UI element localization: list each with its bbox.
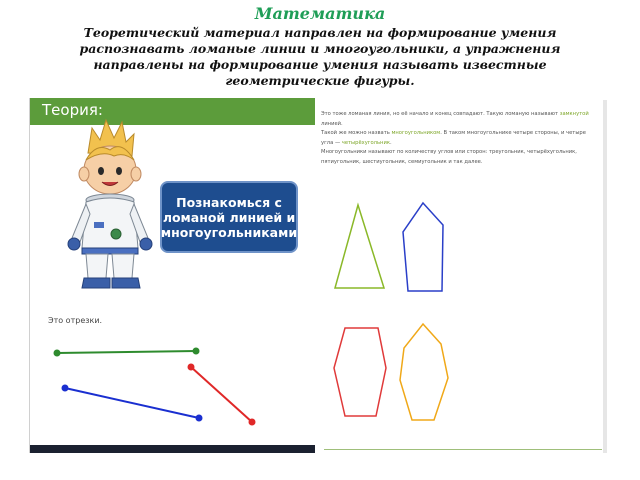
- segments-illustration: [30, 98, 315, 453]
- pentagon-shape: [403, 203, 443, 291]
- page-title: Математика: [254, 4, 386, 23]
- slide-baseline: [324, 449, 602, 450]
- green-segment: [54, 348, 200, 357]
- paragraph-polygon-names: Многоугольники называют по количеству углов или сторон: треугольник, четырёхугольник, пятиугольник, шестиугольник, семиугольник и так далее.: [321, 149, 577, 165]
- theory-slide: [29, 98, 315, 453]
- polygons-illustration: [316, 100, 607, 453]
- triangle-shape: [335, 205, 384, 288]
- taskbar-strip: [30, 445, 315, 453]
- blue-segment: [62, 385, 203, 422]
- polygons-slide: [316, 100, 607, 453]
- paragraph-closed-line: Это тоже ломаная линия, но её начало и конец совпадают. Такую ломаную называют замкнутой линией.: [321, 111, 589, 127]
- page-subtitle: Теоретический материал направлен на формирование умения распознавать ломаные линии и многоугольники, а упражнения направлены на формирование умения называть известные геометрические фигуры.: [79, 25, 561, 88]
- heptagon-shape: [400, 324, 448, 420]
- intro-card: Познакомься с ломаной линией и многоугольниками: [160, 181, 298, 253]
- slide-edge: [603, 100, 607, 453]
- theory-heading: Теория:: [42, 101, 103, 119]
- hexagon-shape: [334, 328, 386, 416]
- segments-caption: Это отрезки.: [48, 316, 103, 325]
- paragraph-polygon: Такой же можно назвать многоугольником. В таком многоугольнике четыре стороны, и четыре угла — четырёхугольник.: [321, 130, 586, 146]
